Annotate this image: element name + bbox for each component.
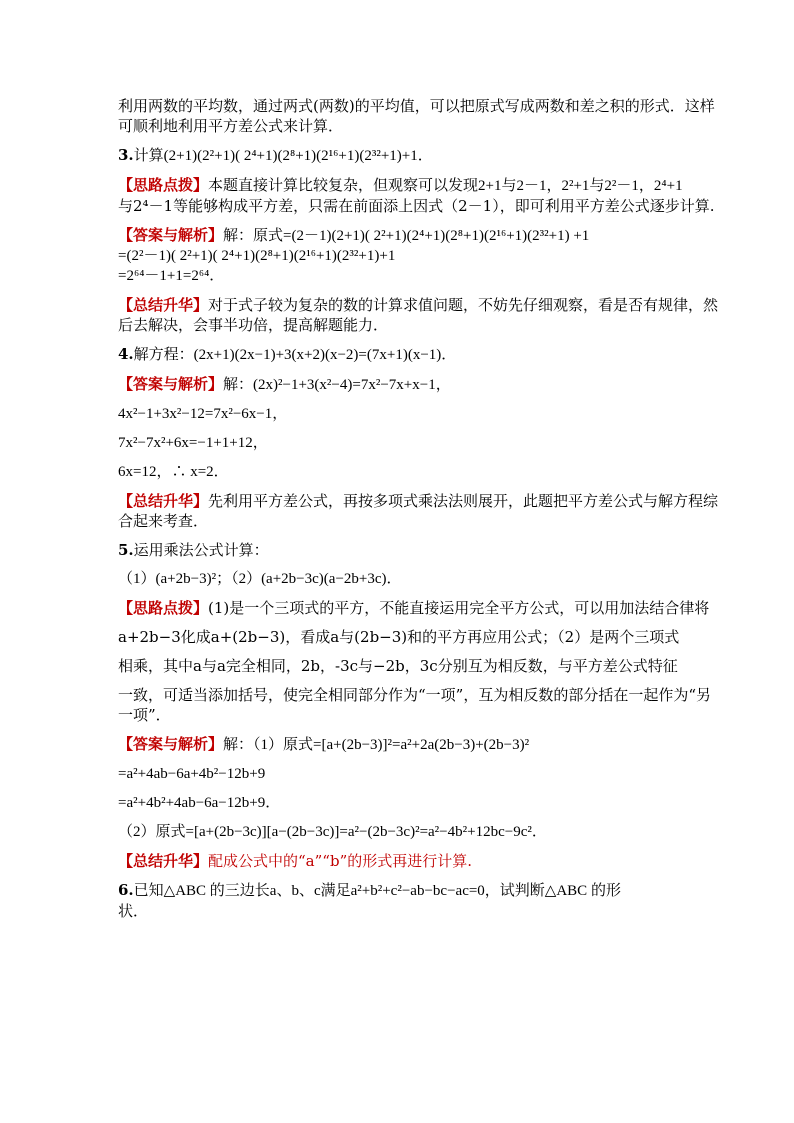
q3-answer-tag: 【答案与解析】 [118, 226, 224, 244]
q4-number: 4. [118, 345, 134, 363]
q4-summary-text-1: 先利用平方差公式，再按多项式乘法法则展开，此题把平方差公式与解方程综 [208, 492, 719, 510]
q5-hint-line-1 [118, 598, 710, 618]
q5-hint-line-5: 一项”． [118, 706, 171, 724]
intro-line-2: 可顺利地利用平方差公式来计算． [118, 117, 344, 135]
q5-summary-tag: 【总结升华】 [118, 852, 209, 870]
q5-hint-tag: 【思路点拨】 [118, 599, 209, 617]
q3-answer-text-1: 解：原式=(2－1)(2+1)( 2²+1)(2⁴+1)(2⁸+1)(2¹⁶+1)(2³²+1) +1 [223, 228, 590, 244]
q3-hint-line-1 [118, 175, 683, 196]
q4-answer-line-1 [118, 374, 678, 395]
q4-summary-tag: 【总结升华】 [118, 492, 209, 510]
q6-stem-line-2: 状． [118, 902, 149, 920]
q5-parts: （1）(a+2b−3)²；（2）(a+2b−3c)(a−2b+3c)． [118, 571, 402, 587]
q3-summary-text-1: 对于式子较为复杂的数的计算求值问题，不妨先仔细观察，看是否有规律，然 [208, 296, 719, 314]
q5-hint-text-1: (1)是一个三项式的平方，不能直接运用完全平方公式，可以用加法结合律将 [208, 599, 710, 617]
q5-answer-text-1: 解：（1）原式=[a+(2b−3)]²=a²+2a(2b−3)+(2b−3)² [223, 737, 530, 753]
q4-summary-line-2: 合起来考查． [118, 512, 209, 530]
q5-summary-text-1: 配成公式中的“a”“b”的形式再进行计算. [208, 852, 473, 870]
intro-line-1: 利用两数的平均数，通过两式(两数)的平均值，可以把原式写成两数和差之积的形式．这样 [118, 97, 715, 115]
q5-answer-line-1 [118, 734, 678, 755]
q3-hint-line-2: 与2⁴－1等能够构成平方差，只需在前面添上因式（2－1），即可利用平方差公式逐步计算. [118, 197, 715, 215]
q5-answer-line-4: （2）原式=[a+(2b−3c)][a−(2b−3c)]=a²−(2b−3c)²=a²−4b²+12bc−9c²． [118, 824, 547, 840]
q6-number: 6. [118, 881, 134, 899]
q5-hint-line-2: a+2b−3化成a+(2b−3)，看成a与(2b−3)和的平方再应用公式；（2）是两个三项式 [118, 628, 680, 646]
q3-hint-tag: 【思路点拨】 [118, 176, 209, 194]
q3-summary-tag: 【总结升华】 [118, 296, 209, 314]
q5-stem-text: 运用乘法公式计算： [133, 541, 269, 559]
q4-answer-line-2: 4x²−1+3x²−12=7x²−6x−1， [118, 406, 288, 422]
q3-summary-line-2: 后去解决，会事半功倍，提高解题能力． [118, 316, 389, 334]
q6-stem-line-1 [118, 880, 678, 901]
q5-number: 5. [118, 541, 134, 559]
q5-answer-tag: 【答案与解析】 [118, 735, 224, 753]
q4-stem [118, 344, 678, 365]
q4-answer-text-1: 解：(2x)²−1+3(x²−4)=7x²−7x+x−1， [223, 377, 451, 393]
q3-summary-line-1 [118, 295, 719, 315]
q4-answer-tag: 【答案与解析】 [118, 375, 224, 393]
q5-answer-line-3: =a²+4b²+4ab−6a−12b+9． [118, 795, 281, 811]
q3-hint-text-1: 本题直接计算比较复杂，但观察可以发现2+1与2－1，2²+1与2²－1，2⁴+1 [208, 178, 683, 194]
q4-answer-line-3: 7x²−7x²+6x=−1+1+12， [118, 435, 268, 451]
q4-stem-text: 解方程：(2x+1)(2x−1)+3(x+2)(x−2)=(7x+1)(x−1)． [133, 347, 457, 363]
q4-answer-line-4: 6x=12，∴ x=2． [118, 464, 229, 480]
q3-answer-line-2: =(2²－1)( 2²+1)( 2⁴+1)(2⁸+1)(2¹⁶+1)(2³²+1)+1 [118, 248, 396, 264]
q5-answer-line-2: =a²+4ab−6a+4b²−12b+9 [118, 766, 266, 782]
q3-stem-text: 计算(2+1)(2²+1)( 2⁴+1)(2⁸+1)(2¹⁶+1)(2³²+1)+1． [133, 148, 433, 164]
q3-answer-line-3: =2⁶⁴－1+1=2⁶⁴． [118, 268, 225, 284]
q3-stem [118, 145, 678, 166]
q3-number: 3. [118, 146, 134, 164]
q6-stem-text-1: 已知△ABC 的三边长a、b、c满足a²+b²+c²−ab−bc−ac=0，试判断△ABC 的形 [133, 883, 621, 899]
document-body [118, 96, 719, 921]
q3-answer-line-1 [118, 225, 678, 246]
q4-summary-line-1 [118, 491, 719, 511]
q5-summary-line-1 [118, 851, 678, 871]
q5-stem [118, 540, 678, 560]
q5-hint-line-3: 相乘，其中a与a完全相同，2b，-3c与−2b，3c分别互为相反数，与平方差公式特征 [118, 657, 678, 675]
q5-hint-line-4: 一致，可适当添加括号，使完全相同部分作为“一项”，互为相反数的部分括在一起作为“另 [118, 686, 712, 704]
